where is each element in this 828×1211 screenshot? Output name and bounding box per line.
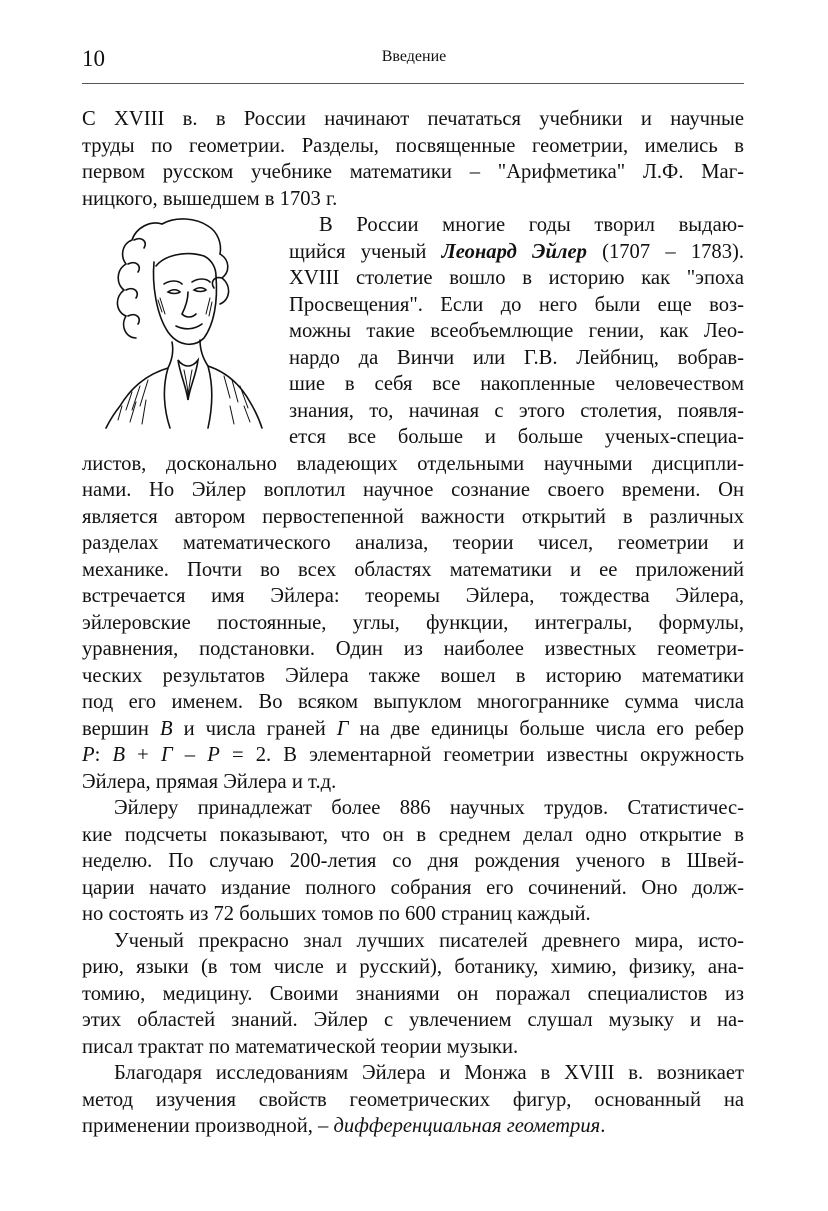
page-number: 10 <box>82 46 105 71</box>
text-line: кие подсчеты показывают, что он в среднем делал одно открытие в <box>82 823 744 846</box>
text-line: знания, то, начиная с этого столетия, появля- <box>289 399 744 422</box>
text-line: механике. Почти во всех областях математики и ее приложений <box>82 558 744 581</box>
text-line: ется все больше и больше ученых-специа- <box>289 426 744 448</box>
name-emphasis: Леонард Эйлер <box>441 240 587 263</box>
text-line: этих областей знаний. Эйлер с увлечением слушал музыку и на- <box>82 1009 744 1031</box>
text-line: нардо да Винчи или Г.В. Лейбниц, вобрав- <box>289 346 744 369</box>
text-line: Эйлера, прямая Эйлера и т.д. <box>82 770 337 793</box>
text-line: XVIII столетие вошло в историю как "эпоха <box>289 267 744 289</box>
text-line: первом русском учебнике математики – "Арифметика" Л.Ф. Маг- <box>82 161 744 183</box>
text-line: Просвещения". Если до него были еще воз- <box>289 293 744 316</box>
text-line: Благодаря исследованиям Эйлера и Монжа в XVIII в. возникает <box>114 1062 744 1084</box>
text-line: эйлеровские постоянные, углы, функции, интегралы, формулы, <box>82 611 744 634</box>
text-line: писал трактат по математической теории музыки. <box>82 1035 519 1058</box>
text-line: рию, языки (в том числе и русский), ботанику, химию, физику, ана- <box>82 956 744 978</box>
text-line: разделах математического анализа, теории чисел, геометрии и <box>82 532 744 554</box>
text-line: царии начато издание полного собрания его сочинений. Оно долж- <box>82 876 744 899</box>
running-head: Введение <box>381 48 447 65</box>
text-line: шие в себя все накопленные человечеством <box>289 373 744 395</box>
text-line: под его именем. Во всяком выпуклом многограннике сумма числа <box>82 691 744 713</box>
text-line: метод изучения свойств геометрических фигур, основанный на <box>82 1088 744 1111</box>
header-rule <box>82 83 744 84</box>
text-line: труды по геометрии. Разделы, посвященные геометрии, имелись в <box>82 134 744 157</box>
text-line: щийся ученый Леонард Эйлер (1707 – 1783). <box>289 240 745 263</box>
term-emphasis: дифференциальная геометрия <box>333 1115 601 1137</box>
text-line: С XVIII в. в России начинают печататься учебники и научные <box>82 108 744 130</box>
text-line: ческих результатов Эйлера также вошел в историю математики <box>82 664 744 687</box>
text-line: томию, медицину. Своими знаниями он поражал специалистов из <box>82 982 744 1005</box>
text-line: но состоять из 72 больших томов по 600 страниц каждый. <box>82 903 591 925</box>
text-line: уравнения, подстановки. Один из наиболее известных геометри- <box>82 638 744 660</box>
text-line: Р: В + Г – Р = 2. В элементарной геометрии известны окружность <box>82 744 745 766</box>
text-line: неделю. По случаю 200-летия со дня рождения ученого в Швей- <box>82 850 744 872</box>
text-line: вершин В и числа граней Г на две единицы больше числа его ребер <box>82 717 744 740</box>
text-line: применении производной, – дифференциальная геометрия. <box>82 1115 606 1137</box>
body-text <box>82 106 744 1140</box>
text-line: Ученый прекрасно знал лучших писателей древнего мира, исто- <box>114 929 744 952</box>
text-line: ницкого, вышедшем в 1703 г. <box>82 187 338 210</box>
text-line: встречается имя Эйлера: теоремы Эйлера, тождества Эйлера, <box>82 585 744 607</box>
text-line: является автором первостепенной важности открытий в различных <box>82 505 744 528</box>
text-line: Эйлеру принадлежат более 886 научных трудов. Статистичес- <box>114 797 744 819</box>
text-line: В России многие годы творил выдаю- <box>319 214 744 236</box>
text-line: листов, досконально владеющих отдельными научными дисципли- <box>82 452 744 475</box>
text-line: можны такие всеобъемлющие гении, как Лео- <box>289 320 744 342</box>
text-line: нами. Но Эйлер воплотил научное сознание своего времени. Он <box>82 479 744 501</box>
